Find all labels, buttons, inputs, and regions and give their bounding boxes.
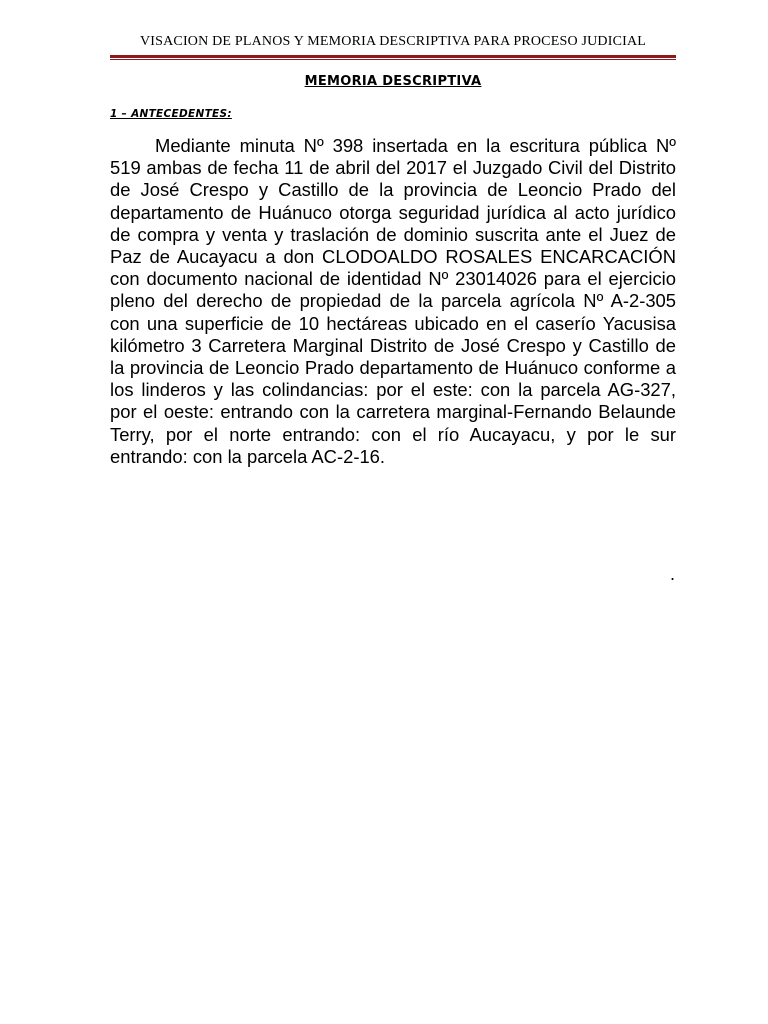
trailing-mark: . <box>670 564 676 584</box>
header-rule-thick <box>110 55 676 58</box>
body-paragraph: Mediante minuta Nº 398 insertada en la escritura pública Nº 519 ambas de fecha 11 de abril del 2017 el Juzgado Civil del Distrito de José Crespo y Castillo de la provincia de Leoncio Prado del departamento de Huánuco otorga seguridad jurídica al acto jurídico de compra y venta y traslación de dominio suscrita ante el Juez de Paz de Aucayacu a don CLODOALDO ROSALES ENCARCACIÓN con documento nacional de identidad Nº 23014026 para el ejercicio pleno del derecho de propiedad de la parcela agrícola Nº A-2-305 con una superficie de 10 hectáreas ubicado en el caserío Yacusisa kilómetro 3 Carretera Marginal Distrito de José Crespo y Castillo de la provincia de Leoncio Prado departamento de Huánuco conforme a los linderos y las colindancias: por el este: con la parcela AG-327, por el oeste: entrando con la carretera marginal-Fernando Belaunde Terry, por el norte entrando: con el río Aucayacu, y por le sur entrando: con la parcela AC-2-16. <box>110 135 676 467</box>
section-heading-antecedentes: 1 – ANTECEDENTES: <box>110 108 232 120</box>
header-rule-thin <box>110 59 676 60</box>
document-title: MEMORIA DESCRIPTIVA <box>304 74 482 89</box>
page-header-title: VISACION DE PLANOS Y MEMORIA DESCRIPTIVA PARA PROCESO JUDICIAL <box>139 34 647 49</box>
